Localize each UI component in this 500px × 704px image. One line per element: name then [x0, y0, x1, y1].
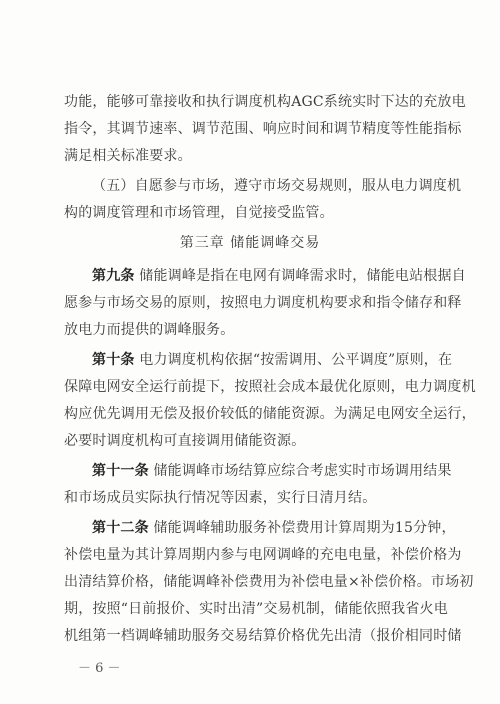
- article-text: 储能调峰辅助服务补偿费用计算周期为15分钟，: [153, 520, 456, 536]
- page-number: － 6 －: [78, 661, 121, 676]
- article-label: 第十二条: [92, 520, 149, 536]
- text-line: 愿参与市场交易的原则，按照电力调度机构要求和指令储存和释: [64, 295, 462, 311]
- article-10-line: [92, 350, 452, 370]
- article-text: 储能调峰市场结算应综合考虑实时市场调用结果: [153, 463, 452, 479]
- text-line: 期，按照“日前报价、实时出清”交易机制，储能依照我省火电: [64, 601, 448, 617]
- article-text: 电力调度机构依据“按需调用、公平调度”原则，在: [139, 352, 453, 368]
- text-line: 机组第一档调峰辅助服务交易结算价格优先出清（报价相同时储: [64, 628, 462, 644]
- text-line: 构应优先调用无偿及报价较低的储能资源。为满足电网安全运行，: [64, 406, 476, 422]
- article-label: 第九条: [92, 268, 135, 284]
- article-label: 第十一条: [92, 463, 149, 479]
- article-text: 储能调峰是指在电网有调峰需求时，储能电站根据自: [139, 268, 466, 284]
- article-11-line: [92, 461, 452, 481]
- text-line: 保障电网安全运行前提下，按照社会成本最优化原则，电力调度机: [64, 379, 476, 395]
- chapter-title: 第三章 储能调峰交易: [179, 235, 321, 251]
- text-line: 功能，能够可靠接收和执行调度机构AGC系统实时下达的充放电: [64, 94, 466, 110]
- text-line: 放电力而提供的调峰服务。: [64, 322, 235, 338]
- article-label: 第十条: [92, 352, 135, 368]
- text-line: 和市场成员实际执行情况等因素，实行日清月结。: [64, 490, 377, 506]
- text-line: （五）自愿参与市场，遵守市场交易规则，服从电力调度机: [92, 178, 462, 194]
- text-line: 补偿电量为其计算周期内参与电网调峰的充电电量，补偿价格为: [64, 547, 462, 563]
- text-line: 满足相关标准要求。: [64, 148, 192, 164]
- article-9-line: [92, 266, 466, 286]
- article-12-line: [92, 518, 456, 538]
- text-line: 出清结算价格，储能调峰补偿费用为补偿电量×补偿价格。市场初: [64, 574, 474, 590]
- text-line: 构的调度管理和市场管理，自觉接受监管。: [64, 205, 334, 221]
- text-line: 指令，其调节速率、调节范围、响应时间和调节精度等性能指标: [64, 121, 462, 137]
- text-line: 必要时调度机构可直接调用储能资源。: [64, 433, 306, 449]
